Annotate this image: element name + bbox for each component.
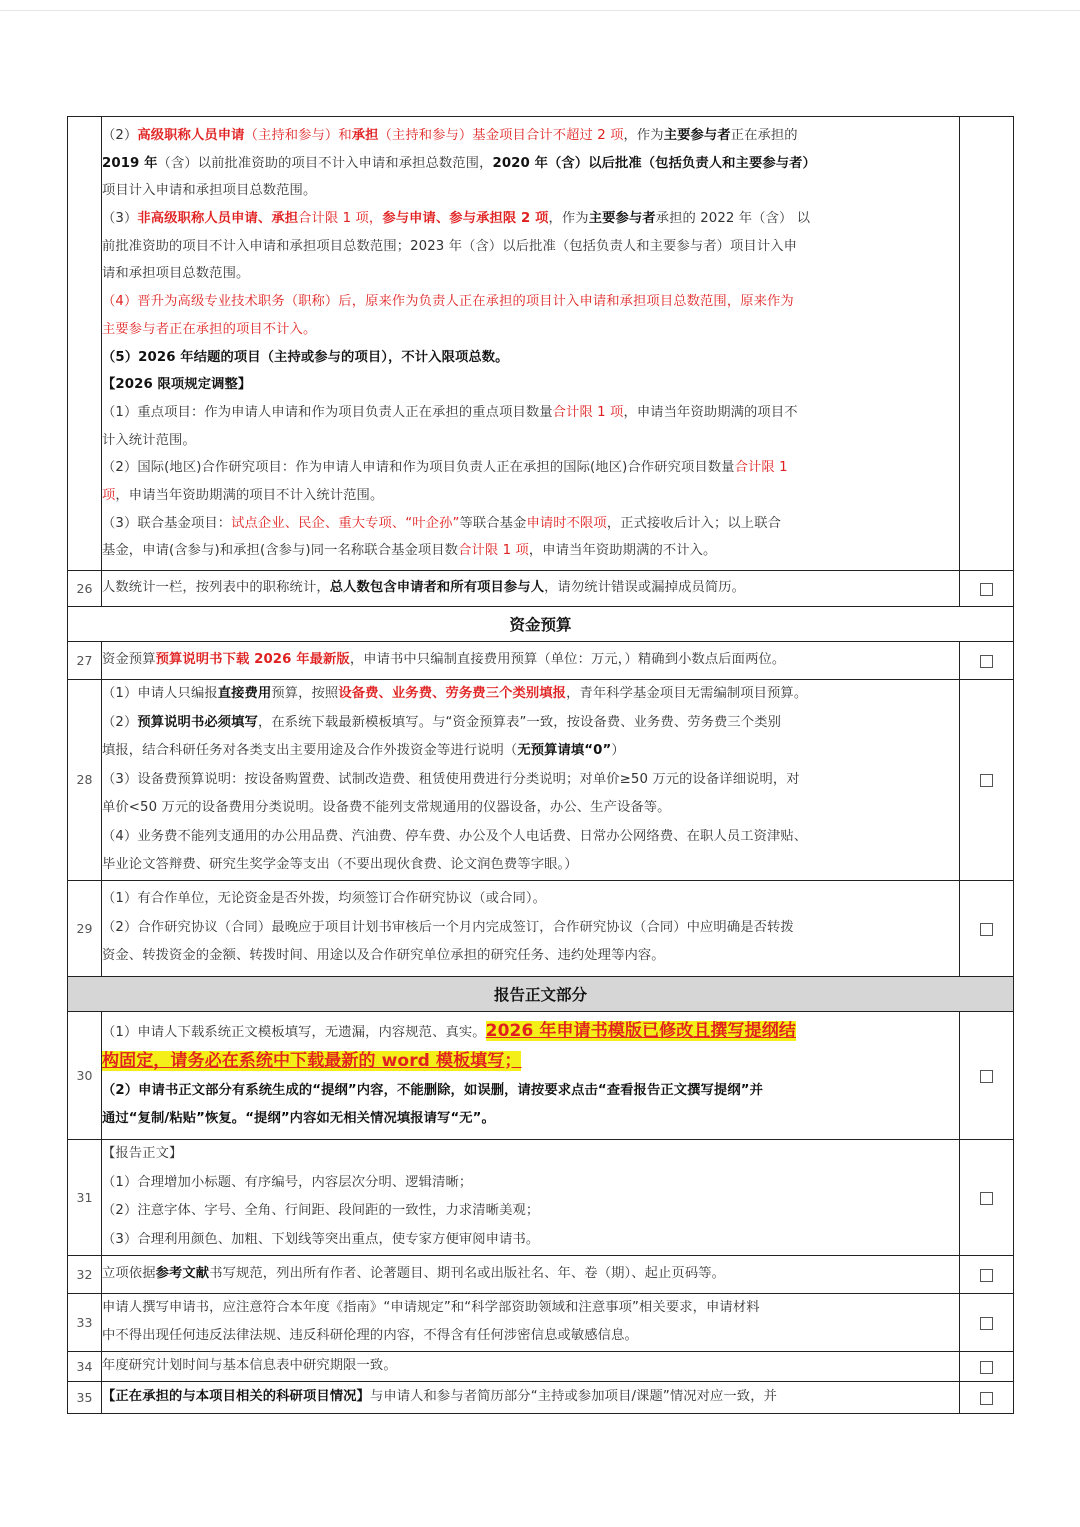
table-row — [68, 1381, 1014, 1413]
row-content: 人数统计一栏，按列表中的职称统计，总人数包含申请者和所有项目参与人，请勿统计错误或漏掉成员简历。 — [102, 571, 960, 607]
checkbox[interactable] — [980, 1269, 993, 1282]
row-check-cell — [960, 1293, 1014, 1351]
row-content: 【正在承担的与本项目相关的科研项目情况】与申请人和参与者简历部分“主持或参加项目/课题”情况对应一致，并 — [102, 1381, 960, 1413]
row-content: 年度研究计划时间与基本信息表中研究期限一致。 — [102, 1351, 960, 1381]
row-number: 27 — [68, 642, 102, 680]
row-number: 26 — [68, 571, 102, 607]
row-content: （2）高级职称人员申请（主持和参与）和承担（主持和参与）基金项目合计不超过 2 项，作为主要参与者正在承担的 2019 年（含）以前批准资助的项目不计入申请和承担总数范围，2020 年（含）以后批准（包括负责人和主要参与者） 项目计入申请和承担项目总数范围。 （3）非高级职称人员申请、承担合计限 1 项，参与申请、参与承担限 2 项，作为主要参与者承担的 2022 年（含） 以 前批准资助的项目不计入申请和承担项目总数范围；2023 年（含）以后批准（包括负责人和主要参与者）项目计入申 请和承担项目总数范围。 （4）晋升为高级专业技术职务（职称）后，原来作为负责人正在承担的项目计入申请和承担项目总数范围，原来作为 主要参与者正在承担的项目不计入。 （5）2026 年结题的项目（主持或参与的项目），不计入限项总数。 【2026 限项规定调整】 （1）重点项目：作为申请人申请和作为项目负责人正在承担的重点项目数量合计限 1 项，申请当年资助期满的项目不 计入统计范围。 （2）国际(地区)合作研究项目：作为申请人申请和作为项目负责人正在承担的国际(地区)合作研究项目数量合计限 1 项，申请当年资助期满的项目不计入统计范围。 （3）联合基金项目：试点企业、民企、重大专项、“叶企孙”等联合基金申请时不限项，正式接收后计入；以上联合 基金，申请(含参与)和承担(含参与)同一名称联合基金项目数合计限 1 项，申请当年资助期满的不计入。 — [102, 117, 960, 571]
highlighted-notice: 构固定，请务必在系统中下载最新的 word 模板填写； — [102, 1050, 522, 1071]
section-heading-report: 报告正文部分 — [68, 976, 1014, 1011]
table-row — [68, 1351, 1014, 1381]
checkbox[interactable] — [980, 655, 993, 668]
table-row — [68, 680, 1014, 881]
row-check-cell — [960, 880, 1014, 976]
row-content: （1）申请人下载系统正文模板填写，无遗漏，内容规范、真实。2026 年申请书模版已修改且撰写提纲结 构固定，请务必在系统中下载最新的 word 模板填写； （2）申请书正文部分有系统生成的“提纲”内容，不能删除，如误删，请按要求点击“查看报告正文撰写提纲”并 通过“复制/粘贴”恢复。“提纲”内容如无相关情况填报请写“无”。 — [102, 1011, 960, 1139]
row-number: 29 — [68, 880, 102, 976]
checkbox[interactable] — [980, 1070, 993, 1083]
row-number: 31 — [68, 1139, 102, 1255]
table-row — [68, 880, 1014, 976]
row-content: （1）有合作单位，无论资金是否外拨，均须签订合作研究协议（或合同）。 （2）合作研究协议（合同）最晚应于项目计划书审核后一个月内完成签订，合作研究协议（合同）中应明确是否转拨 资金、转拨资金的金额、转拨时间、用途以及合作研究单位承担的研究任务、违约处理等内容。 — [102, 880, 960, 976]
row-check-cell — [960, 1381, 1014, 1413]
checkbox[interactable] — [980, 1192, 993, 1205]
row-content: 【报告正文】 （1）合理增加小标题、有序编号，内容层次分明、逻辑清晰； （2）注意字体、字号、全角、行间距、段间距的一致性，力求清晰美观； （3）合理利用颜色、加粗、下划线等突出重点，使专家方便审阅申请书。 — [102, 1139, 960, 1255]
table-row — [68, 117, 1014, 571]
row-content: （1）申请人只编报直接费用预算，按照设备费、业务费、劳务费三个类别填报，青年科学基金项目无需编制项目预算。 （2）预算说明书必须填写，在系统下载最新模板填写。与“资金预算表”一致，按设备费、业务费、劳务费三个类别 填报，结合科研任务对各类支出主要用途及合作外拨资金等进行说明（无预算请填“0”） （3）设备费预算说明：按设备购置费、试制改造费、租赁使用费进行分类说明；对单价≥50 万元的设备详细说明，对 单价<50 万元的设备费用分类说明。设备费不能列支常规通用的仪器设备，办公、生产设备等。 （4）业务费不能列支通用的办公用品费、汽油费、停车费、办公及个人电话费、日常办公网络费、在职人员工资津贴、 毕业论文答辩费、研究生奖学金等支出（不要出现伙食费、论文润色费等字眼。） — [102, 680, 960, 881]
row-check-cell — [960, 1011, 1014, 1139]
checklist-table — [67, 116, 1014, 1414]
row-content: 申请人撰写申请书，应注意符合本年度《指南》“申请规定”和“科学部资助领域和注意事项”相关要求，申请材料 中不得出现任何违反法律法规、违反科研伦理的内容，不得含有任何涉密信息或敏感信息。 — [102, 1293, 960, 1351]
row-number: 33 — [68, 1293, 102, 1351]
row-number: 32 — [68, 1255, 102, 1293]
section-row — [68, 607, 1014, 642]
checkbox[interactable] — [980, 583, 993, 596]
table-row — [68, 1139, 1014, 1255]
checkbox[interactable] — [980, 1361, 993, 1374]
row-content: 资金预算预算说明书下载 2026 年最新版，申请书中只编制直接费用预算（单位：万元，）精确到小数点后面两位。 — [102, 642, 960, 680]
table-row — [68, 1011, 1014, 1139]
checkbox[interactable] — [980, 774, 993, 787]
row-content: 立项依据参考文献书写规范，列出所有作者、论著题目、期刊名或出版社名、年、卷（期）、起止页码等。 — [102, 1255, 960, 1293]
row-number: 28 — [68, 680, 102, 881]
row-check-cell — [960, 1255, 1014, 1293]
table-row — [68, 1255, 1014, 1293]
top-divider — [0, 10, 1080, 11]
table-row — [68, 1293, 1014, 1351]
table-row — [68, 642, 1014, 680]
row-number — [68, 117, 102, 571]
row-check-cell — [960, 680, 1014, 881]
row-check-cell — [960, 1139, 1014, 1255]
highlighted-notice: 2026 年申请书模版已修改且撰写提纲结 — [485, 1020, 796, 1041]
table-row — [68, 571, 1014, 607]
section-row — [68, 976, 1014, 1011]
row-check-cell — [960, 571, 1014, 607]
checkbox[interactable] — [980, 1317, 993, 1330]
row-number: 35 — [68, 1381, 102, 1413]
checkbox[interactable] — [980, 1392, 993, 1405]
row-check-cell — [960, 642, 1014, 680]
row-check-cell — [960, 117, 1014, 571]
checkbox[interactable] — [980, 923, 993, 936]
row-check-cell — [960, 1351, 1014, 1381]
section-heading-budget: 资金预算 — [68, 607, 1014, 642]
row-number: 30 — [68, 1011, 102, 1139]
row-number: 34 — [68, 1351, 102, 1381]
